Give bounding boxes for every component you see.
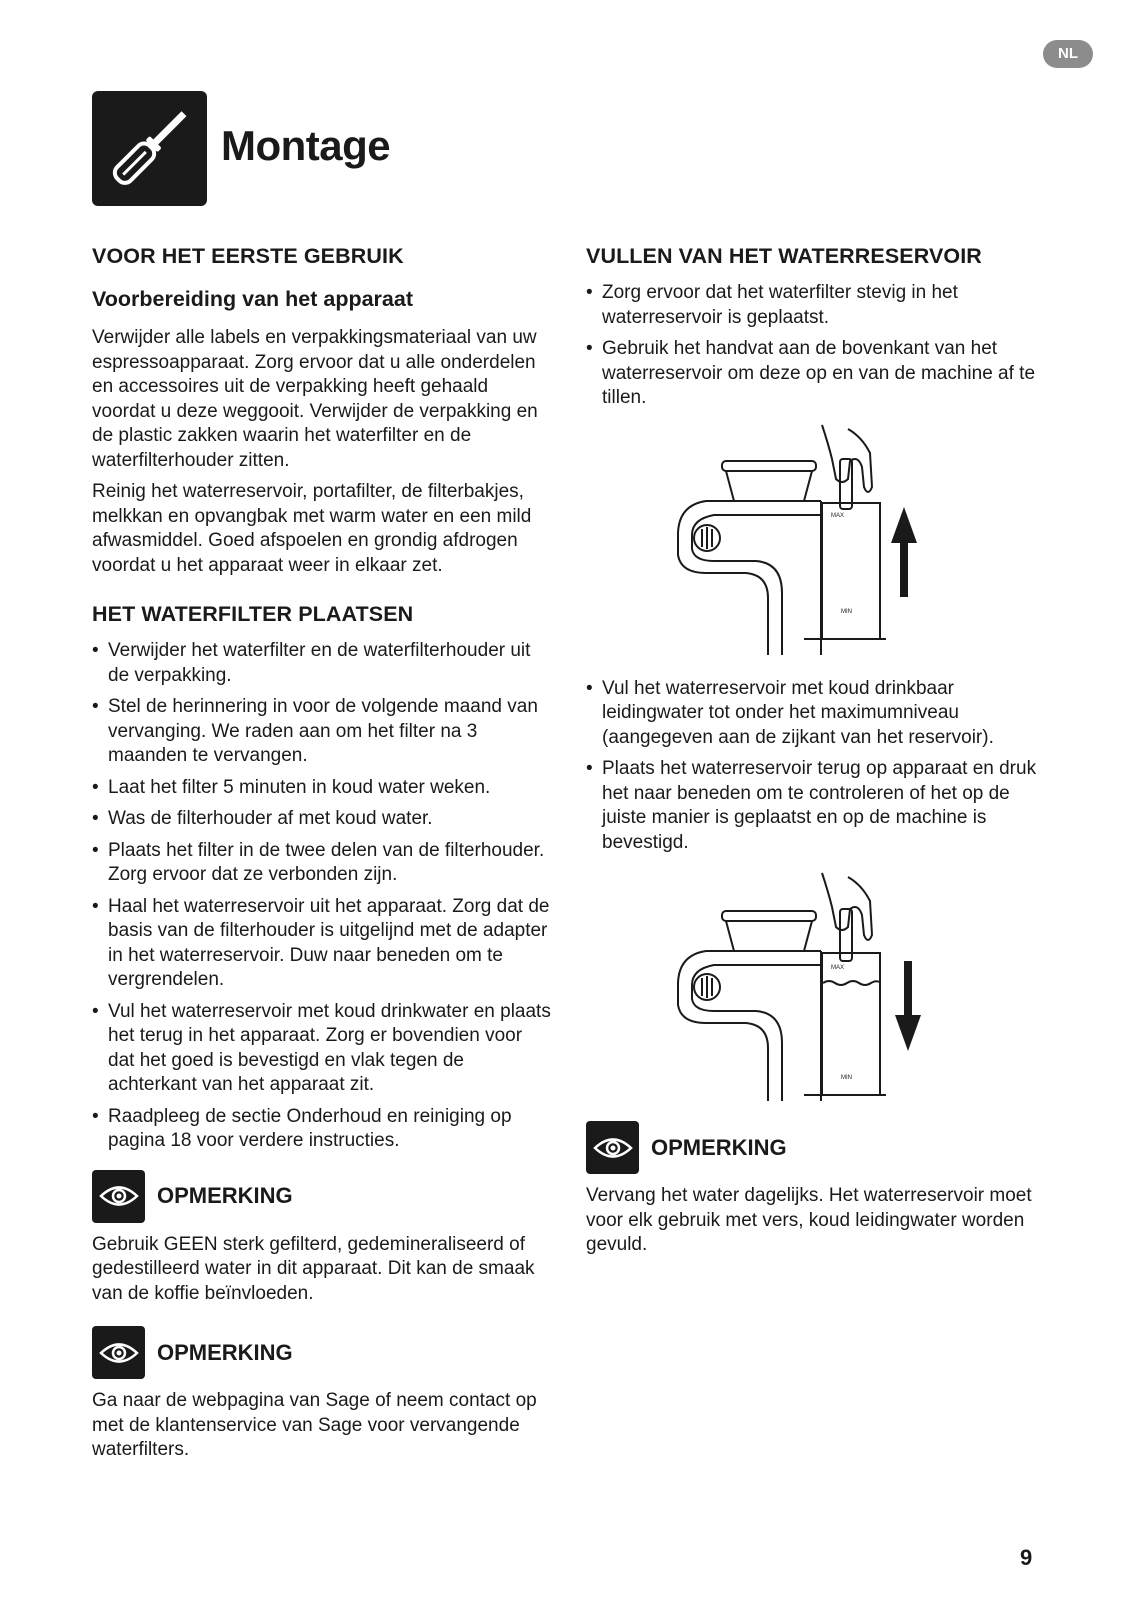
page-number: 9 [1020, 1545, 1033, 1570]
section-heading-waterfilter: HET WATERFILTER PLAATSEN [92, 602, 414, 626]
section-heading-fill-reservoir: VULLEN VAN HET WATERRESERVOIR [586, 244, 982, 268]
reservoir-insert-illustration [586, 869, 1046, 1101]
list-item: • Gebruik het handvat aan de bovenkant van het waterreservoir om deze op en van de machine af te tillen. [586, 337, 1046, 411]
fill-steps-bottom [586, 677, 1046, 856]
right-column [586, 244, 1046, 1265]
note-title: OPMERKING [157, 1183, 293, 1208]
max-label: MAX [831, 512, 845, 519]
note-header [586, 1121, 1046, 1174]
filter-steps-list [92, 639, 552, 1154]
note-title: OPMERKING [157, 1339, 293, 1365]
min-label: MIN [841, 1075, 852, 1081]
screwdriver-icon [92, 91, 207, 206]
note-header [92, 1170, 552, 1223]
fill-steps-top [586, 281, 1046, 411]
page-title: Montage [221, 122, 391, 169]
section-heading-first-use: VOOR HET EERSTE GEBRUIK [92, 244, 404, 268]
left-column [92, 244, 552, 1470]
list-item: • Plaats het waterreservoir terug op apparaat en druk het naar beneden om te controleren of het op de juiste manier is geplaatst en op de machine is bevestigd. [586, 757, 1046, 855]
list-item: • Plaats het filter in de twee delen van de filterhouder. Zorg ervoor dat ze verbonden zijn. [92, 839, 552, 888]
paragraph-remove-labels: Verwijder alle labels en verpakkingsmateriaal van uw espressoapparaat. Zorg ervoor dat u alle onderdelen en accessoires uit de verpakking heeft gehaald voordat u deze weggooit. Verwijder de verpakking en de plastic zakken waarin het waterfilter en de waterfilterhouder zitten. [92, 327, 538, 471]
note-title: OPMERKING [651, 1134, 787, 1160]
list-item: • Stel de herinnering in voor de volgende maand van vervanging. We raden aan om het filter na 3 maanden te vervangen. [92, 695, 552, 769]
eye-icon [92, 1170, 145, 1223]
note-text: Ga naar de webpagina van Sage of neem contact op met de klantenservice van Sage voor vervangende waterfilters. [92, 1390, 537, 1460]
list-item: • Was de filterhouder af met koud water. [92, 807, 552, 832]
eye-icon [92, 1326, 145, 1379]
max-label: MAX [831, 965, 845, 971]
list-item: • Raadpleeg de sectie Onderhoud en reiniging op pagina 18 voor verdere instructies. [92, 1105, 552, 1154]
note-header [92, 1326, 552, 1379]
note-text: Vervang het water dagelijks. Het waterreservoir moet voor elk gebruik met vers, koud leidingwater worden gevuld. [586, 1185, 1032, 1255]
list-item: • Vul het waterreservoir met koud drinkwater en plaats het terug in het apparaat. Zorg er bovendien voor dat het goed is bevestigd en vlak tegen de achterkant van het apparaat zit. [92, 1000, 552, 1098]
list-item: • Laat het filter 5 minuten in koud water weken. [92, 776, 552, 801]
note-text: Gebruik GEEN sterk gefilterd, gedemineraliseerd of gedestilleerd water in dit apparaat. Dit kan de smaak van de koffie beïnvloeden. [92, 1233, 535, 1304]
list-item: • Verwijder het waterfilter en de waterfilterhouder uit de verpakking. [92, 639, 552, 688]
min-label: MIN [841, 608, 852, 615]
list-item: • Zorg ervoor dat het waterfilter stevig in het waterreservoir is geplaatst. [586, 281, 1046, 330]
subsection-heading-preparation: Voorbereiding van het apparaat [92, 287, 413, 311]
arrow-down-icon [895, 961, 921, 1051]
arrow-up-icon [891, 507, 917, 597]
list-item: • Haal het waterreservoir uit het apparaat. Zorg dat de basis van de filterhouder is uitgelijnd met de adapter in het waterreservoir. Duw naar beneden om te vergrendelen. [92, 895, 552, 993]
language-badge: NL [1043, 40, 1093, 68]
paragraph-clean-parts: Reinig het waterreservoir, portafilter, de filterbakjes, melkkan en opvangbak met warm water en een mild afwasmiddel. Goed afspoelen en grondig afdrogen voordat u het apparaat weer in elkaar zet. [92, 481, 532, 576]
eye-icon [586, 1121, 639, 1174]
list-item: • Vul het waterreservoir met koud drinkbaar leidingwater tot onder het maximumniveau (aangegeven aan de zijkant van het reservoir). [586, 677, 1046, 751]
reservoir-lift-illustration [586, 423, 1046, 655]
